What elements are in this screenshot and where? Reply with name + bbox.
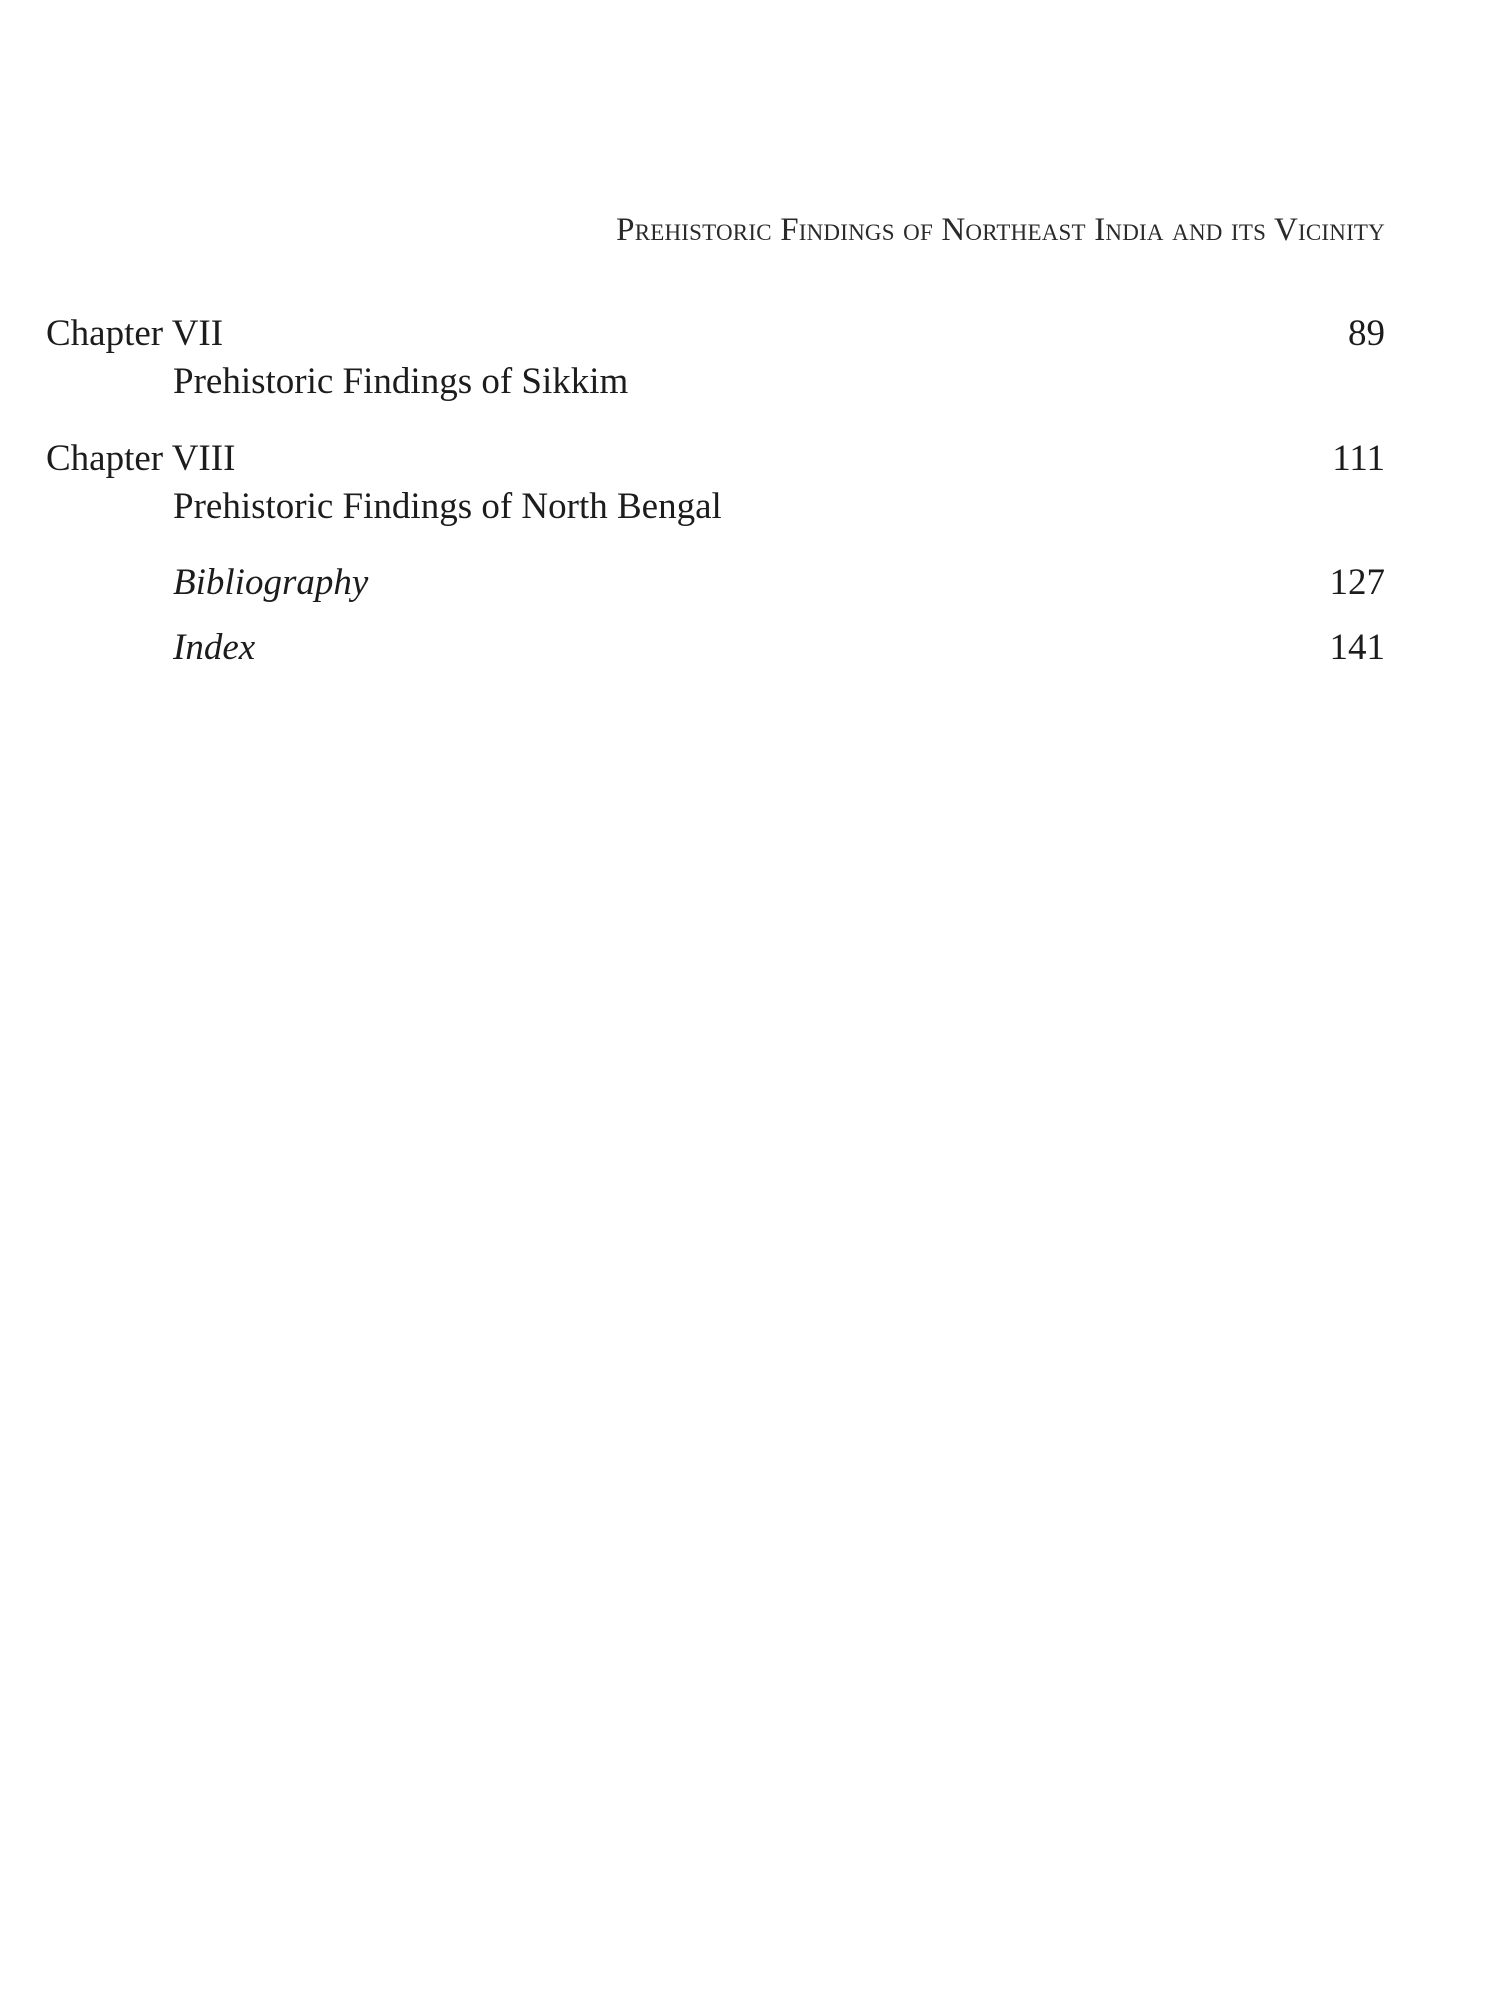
page-number: 111 [1332,438,1385,479]
bibliography-label: Bibliography [173,562,369,603]
page-number: 89 [1348,313,1385,354]
running-header: Prehistoric Findings of Northeast India and its Vicinity [616,212,1385,248]
chapter-title: Prehistoric Findings of Sikkim [173,361,629,402]
chapter-title: Prehistoric Findings of North Bengal [173,486,722,527]
page-number: 141 [1329,627,1385,668]
index-label: Index [173,627,256,668]
chapter-number: Chapter VII [46,313,224,354]
page-number: 127 [1329,562,1385,603]
chapter-number: Chapter VIII [46,438,236,479]
